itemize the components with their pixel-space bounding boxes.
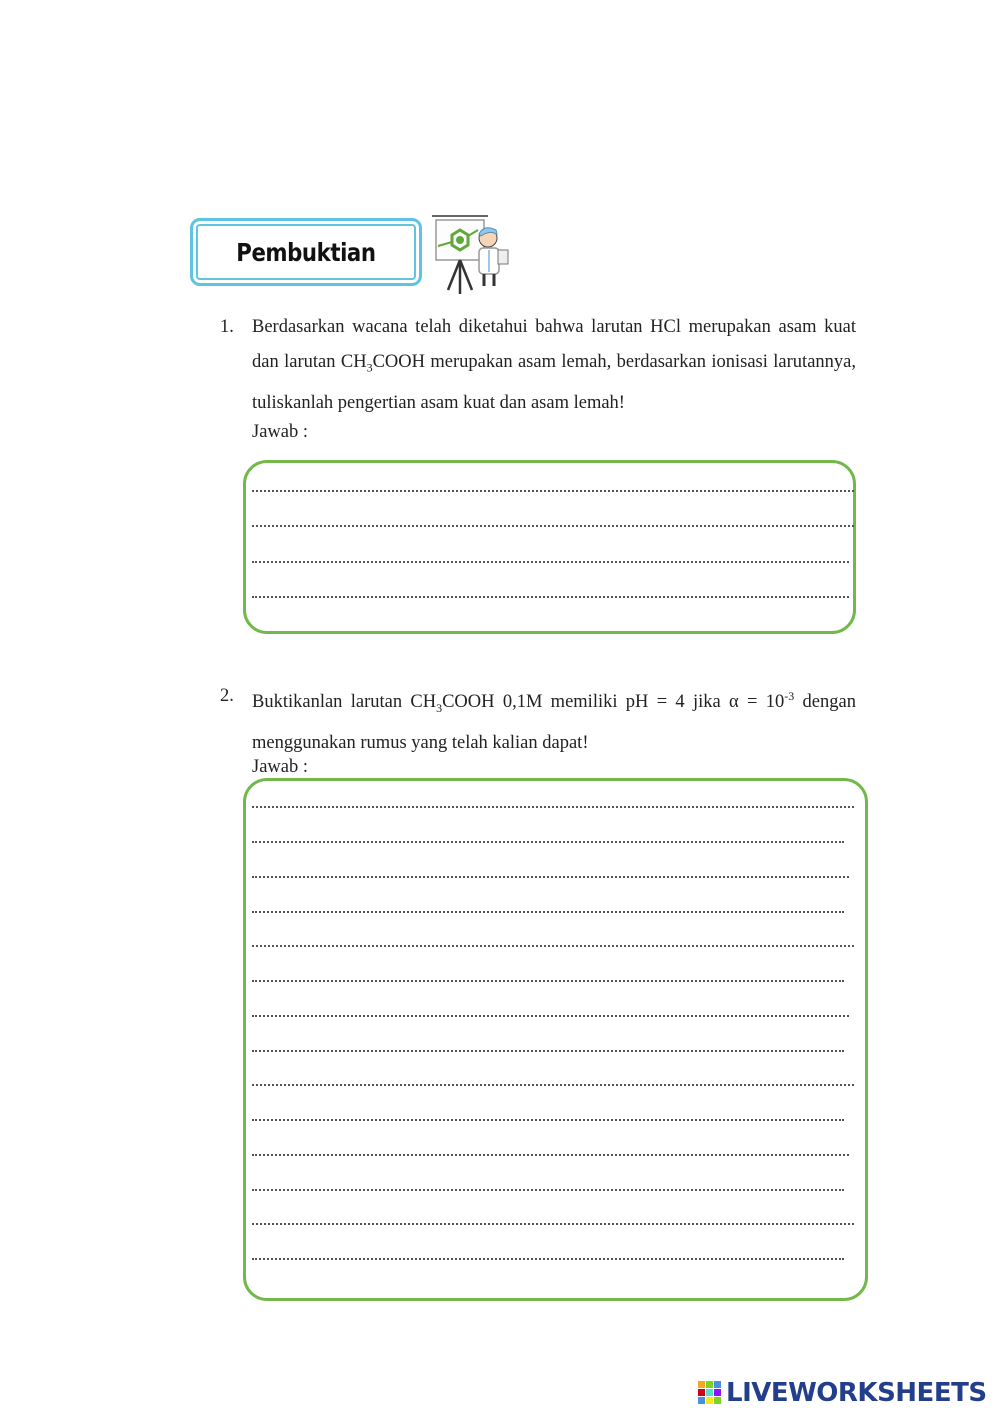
answer-label: Jawab : (252, 422, 308, 442)
answer-line[interactable] (252, 1258, 844, 1260)
question-text: Berdasarkan wacana telah diketahui bahwa larutan HCl merupakan asam kuat dan larutan $CH_3COOH$ merupakan asam lemah, berdasarkan ionisasi larutannya, tuliskanlah pengertian asam kuat dan asam lemah! (252, 317, 856, 413)
question-2 (220, 679, 856, 761)
answer-line[interactable] (252, 1015, 849, 1017)
answer-line[interactable] (252, 490, 854, 492)
answer-line[interactable] (252, 1154, 849, 1156)
question-number: 2. (220, 686, 234, 706)
answer-line[interactable] (252, 1189, 844, 1191)
section-title: Pembuktian (236, 237, 376, 267)
answer-line[interactable] (252, 596, 849, 598)
answer-line[interactable] (252, 561, 849, 563)
answer-label: Jawab : (252, 757, 308, 777)
answer-line[interactable] (252, 945, 854, 947)
question-number: 1. (220, 317, 234, 337)
section-title-box (190, 218, 422, 286)
answer-line[interactable] (252, 980, 844, 982)
answer-line[interactable] (252, 841, 844, 843)
answer-line[interactable] (252, 876, 849, 878)
answer-box-1[interactable] (243, 460, 856, 634)
liveworksheets-logo[interactable] (698, 1378, 987, 1408)
brand-name: LIVEWORKSHEETS (726, 1378, 987, 1408)
question-text: Buktikanlan larutan $CH_3COOH$ 0,1M memiliki pH = 4 jika $\alpha = 10^{-3}$ dengan menggunakan rumus yang telah kalian dapat! (252, 689, 856, 753)
answer-line[interactable] (252, 806, 854, 808)
question-1 (220, 310, 856, 421)
answer-line[interactable] (252, 525, 854, 527)
answer-line[interactable] (252, 1084, 854, 1086)
answer-line[interactable] (252, 1050, 844, 1052)
answer-line[interactable] (252, 1119, 844, 1121)
liveworksheets-logo-icon (698, 1381, 722, 1405)
answer-line[interactable] (252, 911, 844, 913)
answer-line[interactable] (252, 1223, 854, 1225)
scientist-presentation-icon (426, 210, 516, 298)
